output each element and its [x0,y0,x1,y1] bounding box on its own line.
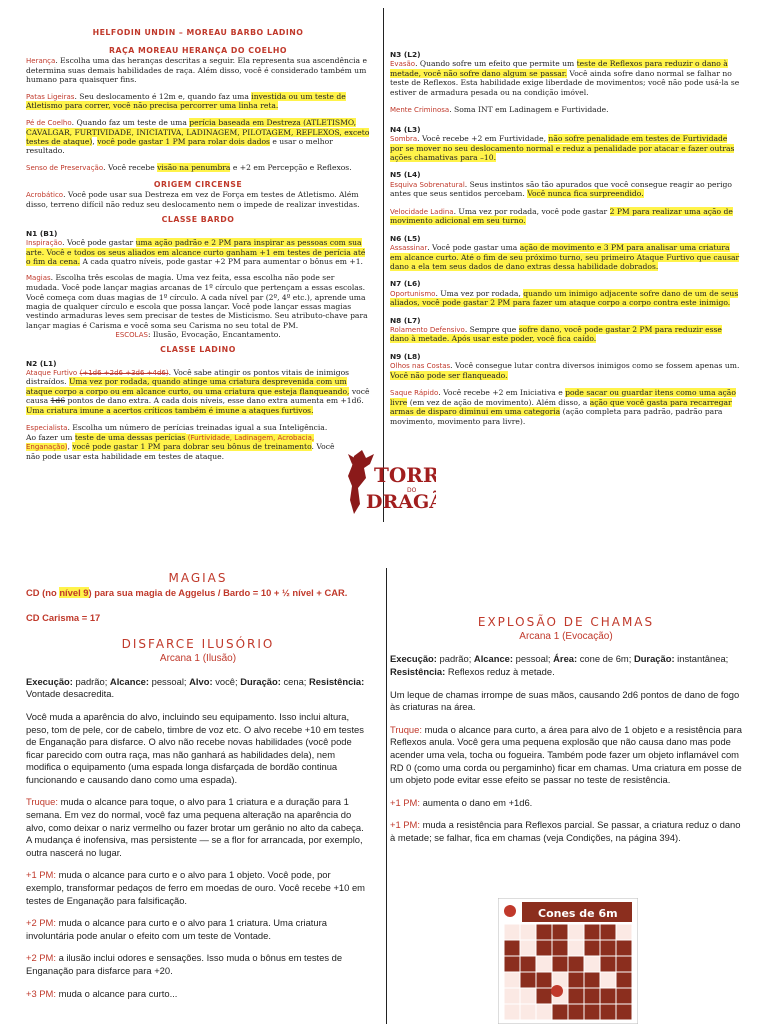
grid-cell [600,940,616,956]
grid-cell [520,940,536,956]
grid-cell [520,924,536,940]
grid-cell [552,924,568,940]
grid-cell [584,940,600,956]
level-n8: N8 (L7) [390,315,421,325]
grid-cell [536,940,552,956]
column-divider-bottom [386,568,387,1024]
grid-cell [536,956,552,972]
escolas-line: ESCOLAS: Ilusão, Evocação, Encantamento. [115,330,281,340]
grid-cell [536,972,552,988]
level-n6: N6 (L5) [390,233,421,243]
grid-cell [568,972,584,988]
inspiracao-paragraph: Inspiração. Você pode gastar uma ação padrão e 2 PM para inspirar as pessoas com sua arte. Você e todos os seus aliados em alcance curto ganham +1 em testes de perícia até o fim da cena. A cada quatro níveis, pode gastar +2 PM para aumentar o bônus em +1. [26,238,366,267]
grid-cell [584,988,600,1004]
dragon-icon [344,448,436,518]
saque-paragraph: Saque Rápido. Você recebe +2 em Iniciativa e pode sacar ou guardar itens como uma ação livre (em vez de ação de movimento). Além disso, a ação que você gasta para recarregar armas de disparo diminui em uma categoria (ação completa para padrão, padrão para movimento, movimento para livre). [390,388,736,426]
cd-line: CD (no nível 9) para sua magia de Aggelus / Bardo = 10 + ½ nível + CAR. [26,587,348,599]
column-divider-top [383,8,384,522]
mente-paragraph: Mente Criminosa. Soma INT em Ladinagem e Furtividade. [390,105,609,115]
grid-cell [616,924,632,940]
top-left-column [26,28,370,466]
level-n2: N2 (L1) [26,358,57,368]
grid-cell [536,924,552,940]
grid-cell [600,956,616,972]
level-n3: N3 (L2) [390,50,421,59]
grid-cell [552,940,568,956]
grid-cell [520,988,536,1004]
disfarce-subtitle: Arcana 1 (Ilusão) [159,653,237,665]
level-n1: N1 (B1) [26,228,58,238]
magias-paragraph: Magias. Escolha três escolas de magia. Uma vez feita, essa escolha não pode ser mudada. Você pode lançar magias arcanas de 1º círculo que pertençam a essas escolas. Você começa com duas magias de 1º círculo. A cada nível par (2º, 4º etc.), aprende uma magia de qualquer círculo e escola que possa lançar. Você pode lançar essas magias vestindo armaduras leves sem precisar de testes de Misticismo. Seu atributo-chave para lançar magias é Carisma e você soma seu Carisma no seu total de PM. [26,273,368,330]
explosao-desc: Um leque de chamas irrompe de suas mãos, causando 2d6 pontos de dano de fogo às criaturas na área. [390,688,740,713]
grid-cell [504,972,520,988]
ataque-dice: (+1d6 +2d6 +3d6 +4d6) [79,368,169,377]
logo-line2: DRAG [366,491,430,513]
grid-cell [600,924,616,940]
patas-paragraph: Patas Ligeiras. Seu deslocamento é 12m e, quando faz uma investida ou um teste de Atletismo para correr, você não precisa percorrer uma linha reta. [26,91,346,111]
grid-cell [584,924,600,940]
grid-cell [600,988,616,1004]
explosao-title: EXPLOSÃO DE CHAMAS [477,615,655,629]
grid-cell [616,972,632,988]
logo-line1: TORR [374,463,436,487]
grid-cell [616,988,632,1004]
grid-cell [584,956,600,972]
evasao-paragraph: Evasão. Quando sofre um efeito que permite um teste de Reflexos para reduzir o dano à metade, você não sofre dano algum se passar. Você ainda sofre dano normal se falhar no teste de Reflexos. Esta habilidade exige liberdade de movimentos; você não pode usá-la se estiver de armadura pesada ou na condição imóvel. [390,59,740,97]
heranca-label: Herança [26,57,56,66]
grid-cell [584,972,600,988]
cd-carisma: CD Carisma = 17 [26,611,101,623]
grid-cell [504,924,520,940]
oportunismo-paragraph: Oportunismo. Uma vez por rodada, quando um inimigo adjacente sofre dano de um de seus aliados, você pode gastar 2 PM para fazer um ataque corpo a corpo contra este inimigo. [390,288,739,308]
explosao-subtitle: Arcana 1 (Evocação) [519,631,613,643]
esquiva-paragraph: Esquiva Sobrenatural. Seus instintos são tão apurados que você consegue reagir ao perigo antes que seus sentidos percebam. Você nunca fica surpreendido. [390,179,732,199]
velocidade-paragraph: Velocidade Ladina. Uma vez por rodada, você pode gastar 2 PM para realizar uma ação de movimento adicional em seu turno. [390,206,733,226]
ladino-heading: CLASSE LADINO [160,344,236,354]
logo-small: DO [407,487,417,494]
cone-grid-svg [498,898,638,1024]
assassinar-paragraph: Assassinar. Você pode gastar uma ação de movimento e 3 PM para analisar uma criatura em alcance curto. Até o fim de seu próximo turno, seu primeiro Ataque Furtivo que causar dano a ela tem seus dados de dano extras dessa habilidade dobrados. [390,242,740,271]
bardo-heading: CLASSE BARDO [161,215,235,225]
olhos-paragraph: Olhos nas Costas. Você consegue lutar contra diversos inimigos como se fossem apenas um. Você não pode ser flanqueado. [390,361,740,380]
origin-heading: ORIGEM CIRCENSE [153,180,243,190]
grid-cell [616,956,632,972]
explosao-truque: Truque: muda o alcance para curto, a área para alvo de 1 objeto e a resistência para Reflexos anula. Você gera uma pequena explosão que não causa dano mas pode acender uma vela, tocha ou fogueira. Também pode fazer um objeto inflamável com RD 0 (como uma corda ou pergaminho) ficar em chamas. Uma criatura em posse de um objeto pode evitar esse efeito se passar no teste de resistência. [390,723,742,786]
grid-cell [504,956,520,972]
grid-cell [568,956,584,972]
grid-cell [584,1004,600,1020]
grid-cell [568,988,584,1004]
bottom-left-column [26,570,370,1010]
disfarce-pm1: +1 PM: muda o alcance para curto e o alvo para 1 objeto. Você pode, por exemplo, transformar pedaços de ferro em moedas de ouro. Você recebe +10 em testes de Enganação para falsificação. [26,869,365,906]
pe-paragraph: Pé de Coelho. Quando faz um teste de uma perícia baseada em Destreza (ATLETISMO, CAVALGAR, FURTIVIDADE, INICIATIVA, LADINAGEM, PILOTAGEM, REFLEXOS, exceto testes de ataque), você pode gastar 1 PM para rolar dois dados e usar o melhor resultado. [26,117,370,156]
grid-cell [552,1004,568,1020]
explosao-stats: Execução: padrão; Alcance: pessoal; Área: cone de 6m; Duração: instantânea; Resistência: Reflexos reduz à metade. [390,653,729,678]
grid-cell [520,972,536,988]
grid-cell [600,1004,616,1020]
grid-cell [568,1004,584,1020]
cone-label: Cones de 6m [538,907,618,920]
caster-marker [504,905,516,917]
senso-paragraph: Senso de Preservação. Você recebe visão na penumbra e +2 em Percepção e Reflexos. [26,162,352,172]
grid-cell [520,956,536,972]
cone-grid-diagram [498,898,638,1024]
disfarce-stats: Execução: padrão; Alcance: pessoal; Alvo: você; Duração: cena; Resistência: Vontade desacredita. [26,675,365,700]
character-title: HELFODIN UNDIN – MOREAU BARBO LADINO [92,28,304,37]
level-n9: N9 (L8) [390,351,421,361]
target-marker [551,985,563,997]
grid-cell [616,1004,632,1020]
explosao-pm2: +1 PM: muda a resistência para Reflexos parcial. Se passar, a criatura reduz o dano à metade; se falhar, fica em chamas (veja Condições, na página 394). [390,819,741,843]
bottom-right-column [390,614,742,855]
magias-title: MAGIAS [168,571,228,585]
explosao-pm1: +1 PM: aumenta o dano em +1d6. [390,796,533,808]
ataque-furtivo-paragraph: Ataque Furtivo (+1d6 +2d6 +3d6 +4d6). Você sabe atingir os pontos vitais de inimigos distraídos. Uma vez por rodada, quando atinge uma criatura desprevenida com um ataque corpo a corpo ou em alcance curto, ou uma criatura que esteja flanqueando, você causa 1d6 pontos de dano extra. A cada dois níveis, esse dano extra aumenta em +1d6. Uma criatura imune a acertos críticos também é imune a ataques furtivos. [26,367,370,415]
level-n4: N4 (L3) [390,124,421,134]
grid-cell [552,956,568,972]
acrobatico-paragraph: Acrobático. Você pode usar sua Destreza em vez de Força em testes de Atletismo. Além disso, terreno difícil não reduz seu deslocamento nem o impede de realizar investidas. [26,190,360,209]
grid-cell [536,1004,552,1020]
level-n7: N7 (L6) [390,279,421,289]
grid-cell [520,1004,536,1020]
grid-cell [504,940,520,956]
race-heading: RAÇA MOREAU HERANÇA DO COELHO [108,45,288,55]
grid-cell [536,988,552,1004]
disfarce-truque: Truque: muda o alcance para toque, o alvo para 1 criatura e a duração para 1 semana. Em vez do normal, você faz uma pequena alteração na aparência do alvo, como deixar o nariz vermelho ou fazer brotar um gerânio no alto da cabeça. A mudança é inofensiva, mas persistente — se a flor for arrancada, por exemplo, outra nascerá no lugar. [26,796,364,858]
level-n5: N5 (L4) [390,170,421,180]
grid-cell [568,940,584,956]
disfarce-pm2a: +2 PM: muda o alcance para curto e o alvo para 1 criatura. Uma criatura involuntária pode anular o efeito com um teste de Vontade. [26,917,327,941]
rolamento-paragraph: Rolamento Defensivo. Sempre que sofre dano, você pode gastar 2 PM para reduzir esse dano à metade. Após usar este poder, você fica caído. [390,324,722,344]
disfarce-title: DISFARCE ILUSÓRIO [121,637,275,652]
grid-cell [600,972,616,988]
top-right-column [390,46,742,431]
sombra-paragraph: Sombra. Você recebe +2 em Furtividade, não sofre penalidade em testes de Furtividade por se mover no seu deslocamento normal e reduz a penalidade por atacar e fazer outras ações chamativas para –10. [390,133,735,162]
cone-cells [504,924,632,1020]
torre-do-dragao-logo [344,448,436,518]
disfarce-desc: Você muda a aparência do alvo, incluindo seu equipamento. Isso inclui altura, peso, tom de pele, cor de cabelo, timbre de voz etc. O alvo recebe +10 em testes de Enganação para disfarce. O alvo não recebe novas habilidades (você pode ficar parecido com outra raça, mas não ganhará as habilidades dela), nem modifica o equipamento (uma espada longa disfarçada de bordão continua funcionando e causando dano como uma espada). [26,710,364,785]
disfarce-pm3: +3 PM: muda o alcance para curto... [26,987,178,999]
heranca-paragraph: Herança. Escolha uma das heranças descritas a seguir. Ela representa sua ascendência e determina suas demais habilidades de raça. Além disso, você é considerado também um humano para quaisquer fins. [26,56,367,85]
grid-cell [568,924,584,940]
grid-cell [504,988,520,1004]
disfarce-pm2b: +2 PM: a ilusão inclui odores e sensações. Isso muda o bônus em testes de Enganação para disfarce para +20. [26,952,343,977]
grid-cell [616,940,632,956]
especialista-paragraph: Especialista. Escolha um número de perícias treinadas igual a sua Inteligência. Ao fazer um teste de uma dessas perícias (Furtividade, Ladinagem, Acrobacia, Enganação), você pode gastar 1 PM para dobrar seu bônus de treinamento. Você não pode usar esta habilidade em testes de ataque. [26,422,335,461]
grid-cell [504,1004,520,1020]
